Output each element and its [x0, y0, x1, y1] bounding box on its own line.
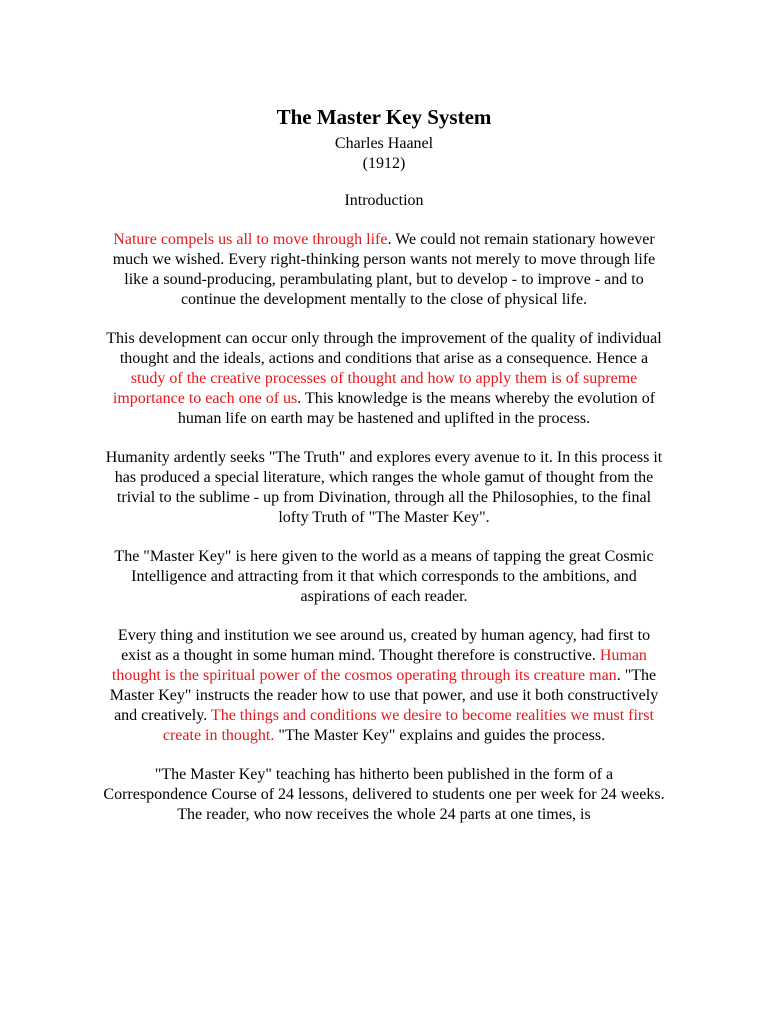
body-text: . "The Master Key" instructs the reader how to use that power, and use it both constructively and creatively.	[109, 667, 659, 724]
document-title: The Master Key System	[276, 105, 492, 129]
body-text: Humanity ardently seeks "The Truth" and explores every avenue to it. In this process it has produced a special literature, which ranges the whole gamut of thought from the trivial to the sublime - up from Divination, through all the Philosophies, to the final lofty Truth of "The Master Key".	[105, 449, 663, 526]
body-text: "The Master Key" teaching has hitherto been published in the form of a Correspondence Course of 24 lessons, delivered to students one per week for 24 weeks. The reader, who now receives the whole 24 parts at one times, is	[103, 766, 665, 823]
body-text: Every thing and institution we see around us, created by human agency, had first to exist as a thought in some human mind. Thought therefore is constructive.	[117, 627, 651, 664]
paragraph-3	[102, 448, 666, 528]
body-text: The "Master Key" is here given to the world as a means of tapping the great Cosmic Intelligence and attracting from it that which corresponds to the ambitions, and aspirations of each reader.	[114, 548, 654, 605]
paragraph-5	[102, 626, 666, 746]
body-text: . This knowledge is the means whereby the evolution of human life on earth may be hastened and uplifted in the process.	[177, 390, 656, 427]
highlighted-text: study of the creative processes of thought and how to apply them is of supreme importance to each one of us	[112, 370, 638, 407]
body-text: This development can occur only through the improvement of the quality of individual thought and the ideals, actions and conditions that arise as a consequence. Hence a	[106, 330, 662, 367]
section-heading: Introduction	[344, 192, 424, 209]
publication-year: (1912)	[362, 155, 406, 172]
body-text: "The Master Key" explains and guides the process.	[274, 727, 606, 744]
highlighted-text: The things and conditions we desire to become realities we must first create in thought.	[162, 707, 654, 744]
paragraph-1	[102, 230, 666, 310]
paragraph-4	[102, 547, 666, 607]
paragraph-6	[102, 765, 666, 825]
paragraph-2	[102, 329, 666, 429]
body-text: . We could not remain stationary however much we wished. Every right-thinking person wants not merely to move through life like a sound-producing, perambulating plant, but to develop - to improve - and to continue the development mentally to the close of physical life.	[112, 231, 656, 308]
author-name: Charles Haanel	[334, 135, 434, 152]
highlighted-text: Nature compels us all to move through life	[113, 231, 388, 248]
highlighted-text: Human thought is the spiritual power of the cosmos operating through its creature man	[111, 647, 647, 684]
